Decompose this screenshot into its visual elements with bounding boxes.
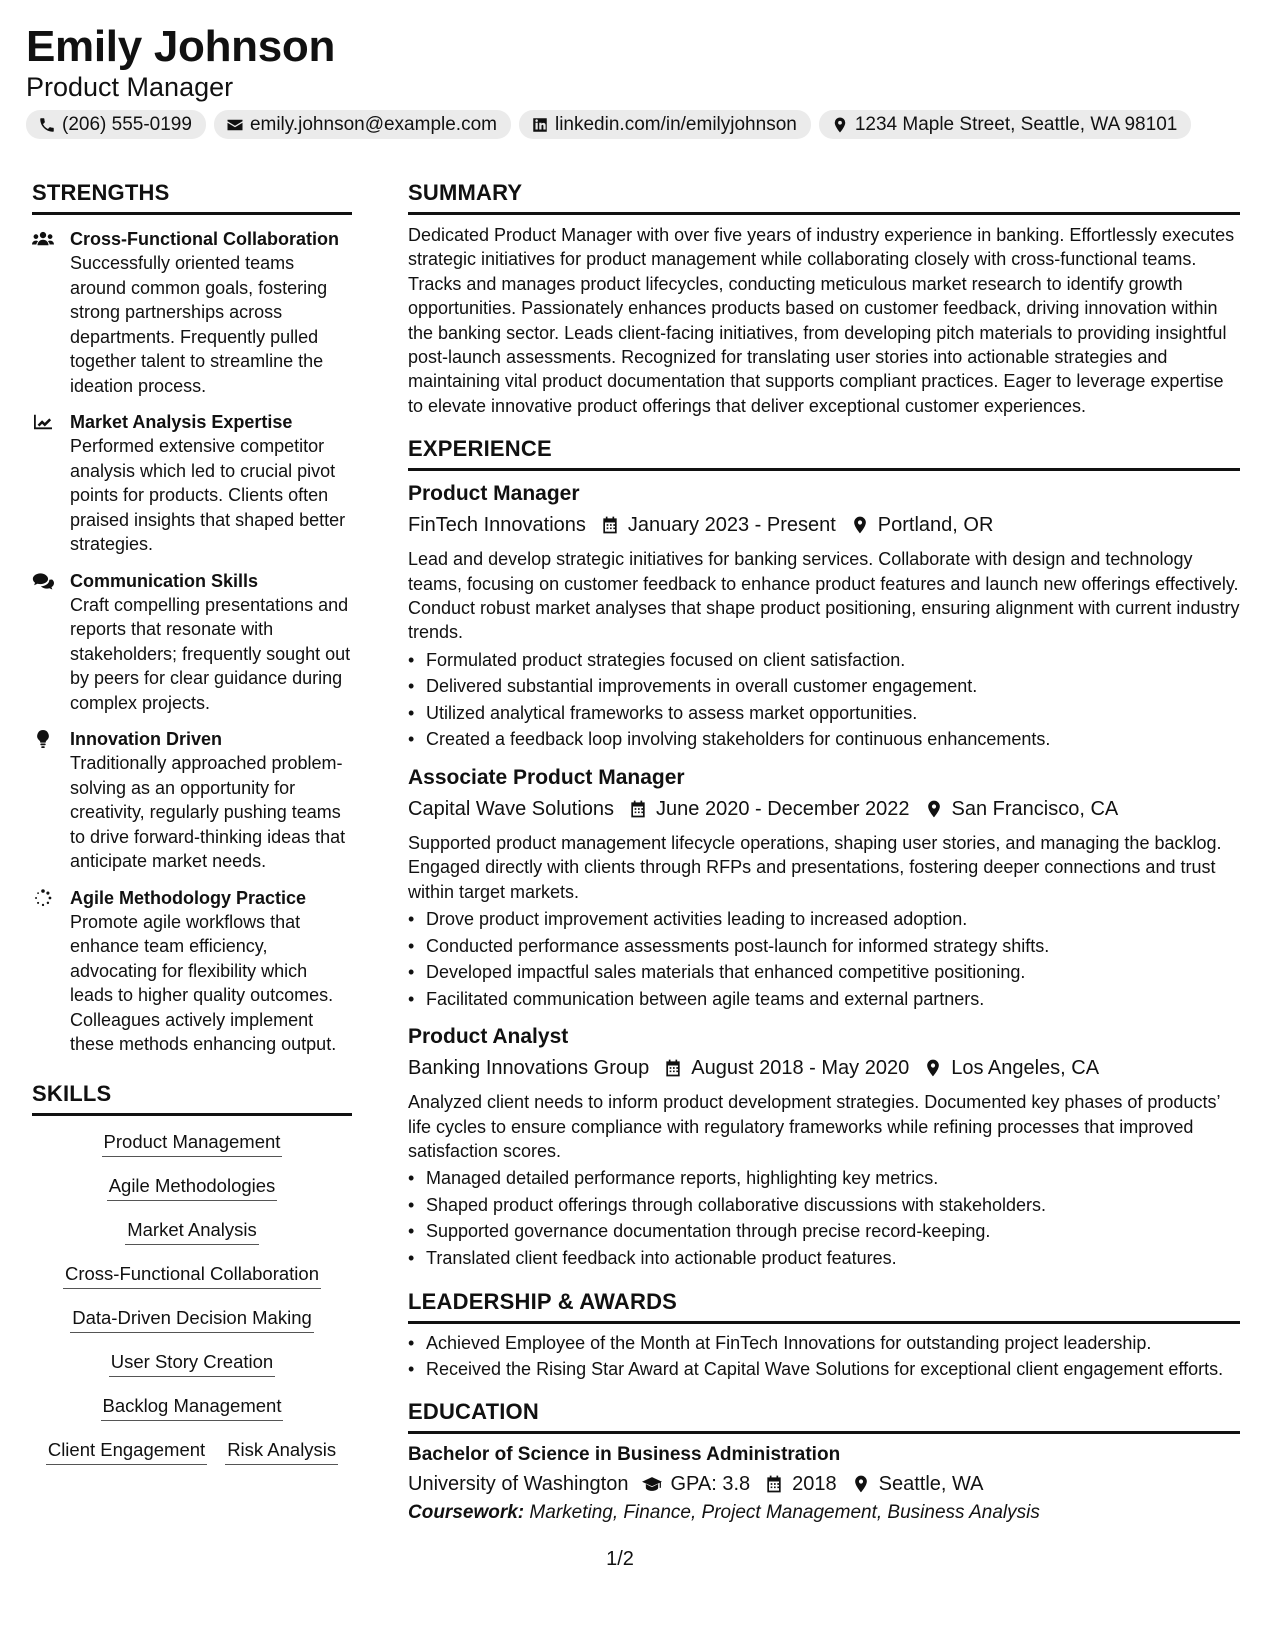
strength-description: Traditionally approached problem-solving as an opportunity for creativity, regularly pushing teams to drive forward-thinking ideas that anticipate market needs. [70,753,346,871]
skill-tag: Backlog Management [101,1394,284,1421]
contact-phone[interactable] [26,110,206,139]
skills-heading: SKILLS [32,1079,352,1116]
map-pin-icon [923,1058,943,1078]
strength-item [32,886,352,1057]
summary-text: Dedicated Product Manager with over five years of industry experience in banking. Effortlessly executes strategic initiatives for product management while collaborating closely with cross-functional teams. Tracks and manages product lifecycles, conducting meticulous market research to identify growth opportunities. Passionately enhances products based on customer feedback, driving innovation within the banking sector. Leads client-facing initiatives, from developing pitch materials to providing insightful post-launch assessments. Recognized for translating user stories into actionable strategies and maintaining vital product documentation that supports compliant practices. Eager to leverage expertise to elevate innovative product offerings that deliver exceptional customer experiences. [408,225,1235,416]
awards-list [408,1330,1240,1381]
candidate-title: Product Manager [26,72,234,102]
strength-title: Communication Skills [70,570,259,591]
candidate-name: Emily Johnson [26,22,336,71]
skill-tag: Agile Methodologies [107,1174,278,1201]
job-bullet: • Created a feedback loop involving stakeholders for continuous enhancements. [408,726,1240,753]
strength-description: Successfully oriented teams around common goals, fostering strong partnerships across departments. Frequently pulled together talent to streamline the ideation process. [70,253,328,396]
job-meta [408,794,1240,824]
strength-title: Agile Methodology Practice [70,887,307,908]
strength-title: Market Analysis Expertise [70,412,293,432]
job-bullet: • Facilitated communication between agile teams and external partners. [408,986,1240,1013]
strength-item [32,569,352,716]
education-coursework [408,1499,1240,1527]
job-location: Portland, OR [877,514,994,537]
skill-tag: Market Analysis [125,1218,259,1245]
strength-item [32,227,352,398]
graduation-cap-icon [642,1474,662,1494]
education-year: 2018 [792,1473,837,1496]
job-title: Product Manager [408,482,580,506]
job-entry [408,1022,1240,1271]
skill-tag: Cross-Functional Collaboration [63,1262,321,1289]
page-number: 1/2 [606,1548,634,1570]
award-item: • Received the Rising Star Award at Capital Wave Solutions for exceptional client engagement efforts. [408,1357,1240,1381]
education-degree: Bachelor of Science in Business Administration [408,1444,841,1466]
job-bullet: • Formulated product strategies focused on client satisfaction. [408,647,1240,674]
job-dates: August 2018 - May 2020 [691,1057,910,1080]
job-description: Lead and develop strategic initiatives for banking services. Collaborate with design and technology teams, focusing on customer feedback to enhance product features and launch new offerings effectively. Conduct robust market analyses that shape product positioning, ensuring alignment with current industry trends. [408,549,1240,643]
map-pin-icon [850,515,870,535]
skill-tag: Client Engagement [46,1438,207,1465]
strength-description: Promote agile workflows that enhance team efficiency, advocating for flexibility which leads to higher quality outcomes. Colleagues actively implement these methods enhancing output. [70,911,337,1054]
strength-title: Cross-Functional Collaboration [70,229,340,249]
contact-linkedin-text: linkedin.com/in/emilyjohnson [554,113,797,135]
contact-address[interactable] [819,110,1192,139]
strength-description: Performed extensive competitor analysis which led to crucial pivot points for products. Clients often praised insights that shaped better strategies. [70,436,346,554]
skill-tag: Product Management [102,1130,283,1157]
job-bullet: • Managed detailed performance reports, highlighting key metrics. [408,1165,1240,1192]
job-bullet: • Developed impactful sales materials that enhanced competitive positioning. [408,959,1240,986]
job-entry [408,763,1240,1012]
resume-header [26,20,1256,139]
job-bullet: • Delivered substantial improvements in overall customer engagement. [408,673,1240,700]
strength-item [32,410,352,557]
comments-icon [32,572,54,590]
job-description: Analyzed client needs to inform product development strategies. Documented key phases of products’ life cycles to ensure compliance with regulatory frameworks while refining processes that improved satisfaction scores. [408,1092,1220,1161]
contact-email-text: emily.johnson@example.com [249,113,497,135]
summary-heading: SUMMARY [408,178,1240,215]
contact-bar [26,110,1256,139]
job-bullet: • Drove product improvement activities leading to increased adoption. [408,906,1240,933]
education-heading: EDUCATION [408,1397,1240,1434]
job-dates: January 2023 - Present [627,514,836,537]
job-bullet: • Translated client feedback into actionable product features. [408,1245,1240,1272]
job-bullet: • Shaped product offerings through collaborative discussions with stakeholders. [408,1192,1240,1219]
left-column [32,178,352,1465]
skill-tag: User Story Creation [109,1350,275,1377]
skill-tag: Risk Analysis [225,1438,338,1465]
experience-heading: EXPERIENCE [408,434,1240,471]
job-company: Banking Innovations Group [408,1057,650,1080]
linkedin-icon [531,116,549,134]
job-title: Associate Product Manager [408,765,685,789]
contact-phone-text: (206) 555-0199 [62,113,192,135]
awards-heading: LEADERSHIP & AWARDS [408,1287,1240,1324]
users-icon [32,230,54,248]
chart-line-icon [32,413,54,431]
strength-item [32,727,352,874]
job-meta [408,1053,1240,1083]
map-pin-icon [924,799,944,819]
map-pin-icon [851,1474,871,1494]
strengths-heading: STRENGTHS [32,178,352,215]
job-bullet: • Conducted performance assessments post-launch for informed strategy shifts. [408,933,1240,960]
job-bullets [408,647,1240,753]
strength-title: Innovation Driven [70,729,223,749]
calendar-icon [628,799,648,819]
job-bullet: • Utilized analytical frameworks to assess market opportunities. [408,700,1240,727]
job-title: Product Analyst [408,1025,569,1049]
lightbulb-icon [32,730,54,748]
skill-tag: Data-Driven Decision Making [70,1306,314,1333]
calendar-icon [600,515,620,535]
education-location: Seattle, WA [878,1473,984,1496]
contact-address-text: 1234 Maple Street, Seattle, WA 98101 [854,113,1178,135]
contact-email[interactable] [214,110,511,139]
job-description: Supported product management lifecycle operations, shaping user stories, and managing the backlog. Engaged directly with clients through RFPs and presentations, fostering deeper connections and trust within target markets. [408,832,1222,902]
job-bullet: • Supported governance documentation through precise record-keeping. [408,1218,1240,1245]
coursework-label: Coursework: [408,1502,525,1524]
phone-icon [38,116,56,134]
job-meta [408,510,1240,540]
job-dates: June 2020 - December 2022 [656,797,910,820]
coursework-list: Marketing, Finance, Project Management, Business Analysis [529,1502,1040,1524]
award-item: • Achieved Employee of the Month at FinTech Innovations for outstanding project leadership. [408,1330,1240,1357]
calendar-icon [764,1474,784,1494]
skills-list [32,1130,352,1465]
job-bullets [408,1165,1240,1271]
education-gpa: GPA: 3.8 [670,1473,751,1496]
job-location: San Francisco, CA [951,797,1119,820]
job-company: FinTech Innovations [408,514,586,537]
contact-linkedin[interactable] [519,110,811,139]
strengths-list [32,227,352,1057]
education-meta [408,1469,1240,1499]
strength-description: Craft compelling presentations and reports that resonate with stakeholders; frequently sought out by peers for clear guidance during complex projects. [70,594,351,713]
map-pin-icon [831,116,849,134]
job-location: Los Angeles, CA [951,1057,1100,1080]
job-entry [408,479,1240,753]
spinner-icon [32,889,54,907]
job-bullets [408,906,1240,1012]
right-column [408,178,1240,1527]
job-company: Capital Wave Solutions [408,797,615,820]
calendar-icon [663,1058,683,1078]
education-school: University of Washington [408,1473,629,1496]
envelope-icon [226,116,244,134]
